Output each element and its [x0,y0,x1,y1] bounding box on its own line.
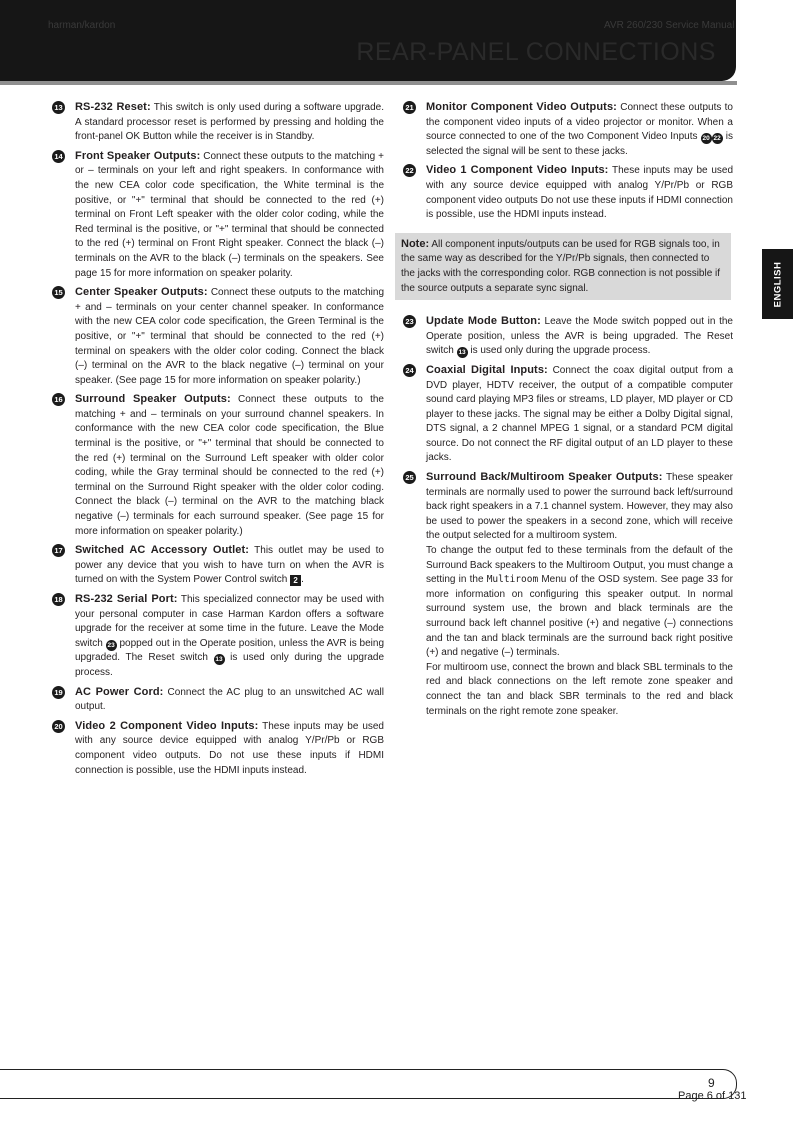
item-text-after: . [301,574,304,586]
item-text-after: is used only during the upgrade process. [75,652,385,678]
item-ac-power-cord [52,685,384,715]
item-term: AC Power Cord: [75,685,164,698]
item-number: 20 [52,720,65,733]
language-tab [762,249,793,319]
item-text: These speaker terminals are normally used to power the surround back left/surround back right speakers in a 7.1 channel system. However, they may also be used to power the speakers in a second zone, which will receive the output selected for a multiroom system. [426,472,733,542]
menu-name: Multiroom [486,574,539,586]
note-box [395,233,731,300]
item-paragraph: For multiroom use, connect the brown and black SBL terminals to the red and black connections on the left remote zone speaker and connect the tan and black SBR terminals to the red and black terminals on the right remote zone speaker. [426,661,733,717]
language-label: ENGLISH [772,261,784,307]
item-number: 25 [403,471,416,484]
item-text: Connect these outputs to the matching + and – terminals on your center channel speaker. In conformance with the new CEA color code specification, the Green Terminal is the positive, or "+" terminal that should be connected to the red (+) terminal on speakers with the older color coding. Connect the black (–) terminal on the AVR to the black negative (–) terminal on your speaker. (See page 15 for more information on speaker polarity.) [75,287,385,386]
page-of-indicator: Page 6 of 131 [678,1090,747,1102]
item-text: Connect these outputs to the component video inputs of a video projector or monitor. When a source connected to one of the two Component Video Inputs [426,102,733,143]
item-update-mode-button [403,314,733,359]
item-rs232-serial-port [52,592,384,681]
section-title: REAR-PANEL CONNECTIONS [356,38,716,66]
item-text: Connect these outputs to the matching + or – terminals on your left and right speakers. In conformance with the new CEA color code specification, the White terminal is the positive, or "+" terminal that should be connected to the red (+) terminal on Front Left speaker with the older color coding, while the Red terminal is the positive, or "+" terminal that should be connected to the red (+) terminal on Front Right speaker. Connect the black (–) terminals on the AVR to the black (–) terminals on the speakers. See page 15 for more information on speaker polarity. [75,150,384,279]
item-video2-component-inputs [52,719,384,778]
item-term: Coaxial Digital Inputs: [426,363,548,376]
item-number: 22 [403,164,416,177]
item-number: 14 [52,150,65,163]
item-text-after: is selected the signal will be sent to these jacks. [426,131,734,157]
item-term: Surround Back/Multiroom Speaker Outputs: [426,471,663,484]
item-text: Connect the coax digital output from a DVD player, HDTV receiver, the output of a compatible computer sound card playing MP3 files or streams, LD player, MD player or CD player to these jacks. The signal may be either a Dolby Digital signal, DTS signal, a 2 channel MPEG 1 signal, or a standard PCM digital source. Do not connect the RF digital output of an LD player to these jacks. [426,364,733,464]
item-term: Switched AC Accessory Outlet: [75,544,250,557]
item-text: This specialized connector may be used with your personal computer in case Harman Kardon offers a software upgrade for the receiver at some time in the future. Leave the Mode switch [75,594,384,649]
item-text: Connect these outputs to the matching + and – terminals on your surround channel speakers. In conformance with the new CEA color code specification, the Blue terminal is the positive, or "+" terminal that should be connected to the red (+) terminal on the Surround Left speaker with older color coding, while the Gray terminal should be connected to the red (+) terminal on the Surround Right speaker with the older color coding. Connect the black (–) terminal on the AVR to the matching black negative (–) terminals for each surround speaker. (See page 15 for more information on speaker polarity.) [75,394,384,537]
item-text: Menu of the OSD system. See page 33 for more information on configuring this speaker output. In normal surround system use, the brown and black terminals are the surround back left channel positive (+) and negative (–) connections and the tan and black terminals are the surround back right positive (+) and negative (–) terminals. [426,574,733,659]
header-strip [0,81,737,85]
reference-box: 2 [290,575,301,586]
item-term: Front Speaker Outputs: [75,149,201,162]
footer-frame [0,1069,737,1099]
item-rs232-reset [52,100,384,145]
manual-title: AVR 260/230 Service Manual [604,20,735,31]
item-surround-speaker-outputs [52,392,384,539]
item-term: RS-232 Reset: [75,101,151,113]
item-number: 24 [403,364,416,377]
left-column [52,100,384,782]
item-switched-ac-outlet [52,543,384,588]
item-number: 18 [52,593,65,606]
note-label: Note: [401,237,430,250]
item-coaxial-digital-inputs [403,363,733,466]
item-number: 17 [52,544,65,557]
item-text: To change the output fed to these terminals from the default of the Surround Back speakers to the Multiroom Output, you must change a setting in the [426,545,733,586]
item-number: 21 [403,101,416,114]
item-center-speaker-outputs [52,285,384,388]
reference-number: 13 [458,349,466,357]
reference-number: 23 [107,641,115,649]
item-number: 16 [52,393,65,406]
item-term: Update Mode Button: [426,315,541,328]
note-text: All component inputs/outputs can be used for RGB signals too, in the same way as described for the Y/Pr/Pb signals, then connected to the jacks with the corresponding color. RGB connection is not possible if the source outputs a separate sync signal. [401,238,721,294]
item-term: Video 2 Component Video Inputs: [75,719,259,732]
item-text-after: is used only during the upgrade process. [467,345,651,357]
item-text: These inputs may be used with any source device equipped with analog Y/Pr/Pb or RGB component video outputs. Do not use these inputs if HDMI connection is possible, use the HDMI inputs instead. [75,720,384,776]
item-text: These inputs may be used with any source device equipped with analog Y/Pr/Pb or RGB component video outputs Do not use these inputs if HDMI connection is possible, use the HDMI inputs instead. [426,165,734,221]
item-front-speaker-outputs [52,149,384,281]
item-term: Surround Speaker Outputs: [75,393,231,406]
item-text: Leave the Mode switch popped out in the Operate position, unless the AVR is being upgraded. The Reset switch [426,316,733,357]
reference-number: 22 [713,135,721,143]
item-term: Monitor Component Video Outputs: [426,101,617,113]
item-term: Center Speaker Outputs: [75,286,208,299]
item-term: RS-232 Serial Port: [75,593,178,605]
reference-number: 13 [215,656,223,664]
reference-number: 20 [702,135,710,143]
item-paragraph [426,544,733,661]
item-text: This outlet may be used to power any device that you wish to have turn on when the AVR is turned on with the System Power Control switch [75,545,384,586]
item-number: 15 [52,286,65,299]
item-term: Video 1 Component Video Inputs: [426,164,609,177]
item-surround-back-multiroom [403,470,733,719]
item-monitor-component-outputs [403,100,733,159]
item-number: 13 [52,101,65,114]
brand-name: harman/kardon [48,20,116,31]
item-number: 19 [52,686,65,699]
item-number: 23 [403,315,416,328]
page-number: 9 [708,1076,715,1090]
item-video1-component-inputs [403,163,733,222]
right-column [403,100,733,723]
item-text: This switch is only used during a software upgrade. A standard processor reset is performed by pressing and holding the front-panel OK Button while the receiver is in Standby. [75,102,384,143]
item-text: Connect the AC plug to an unswitched AC wall output. [75,686,384,713]
item-text-mid: popped out in the Operate position, unless the AVR is being upgraded. The Reset switch [75,637,385,664]
